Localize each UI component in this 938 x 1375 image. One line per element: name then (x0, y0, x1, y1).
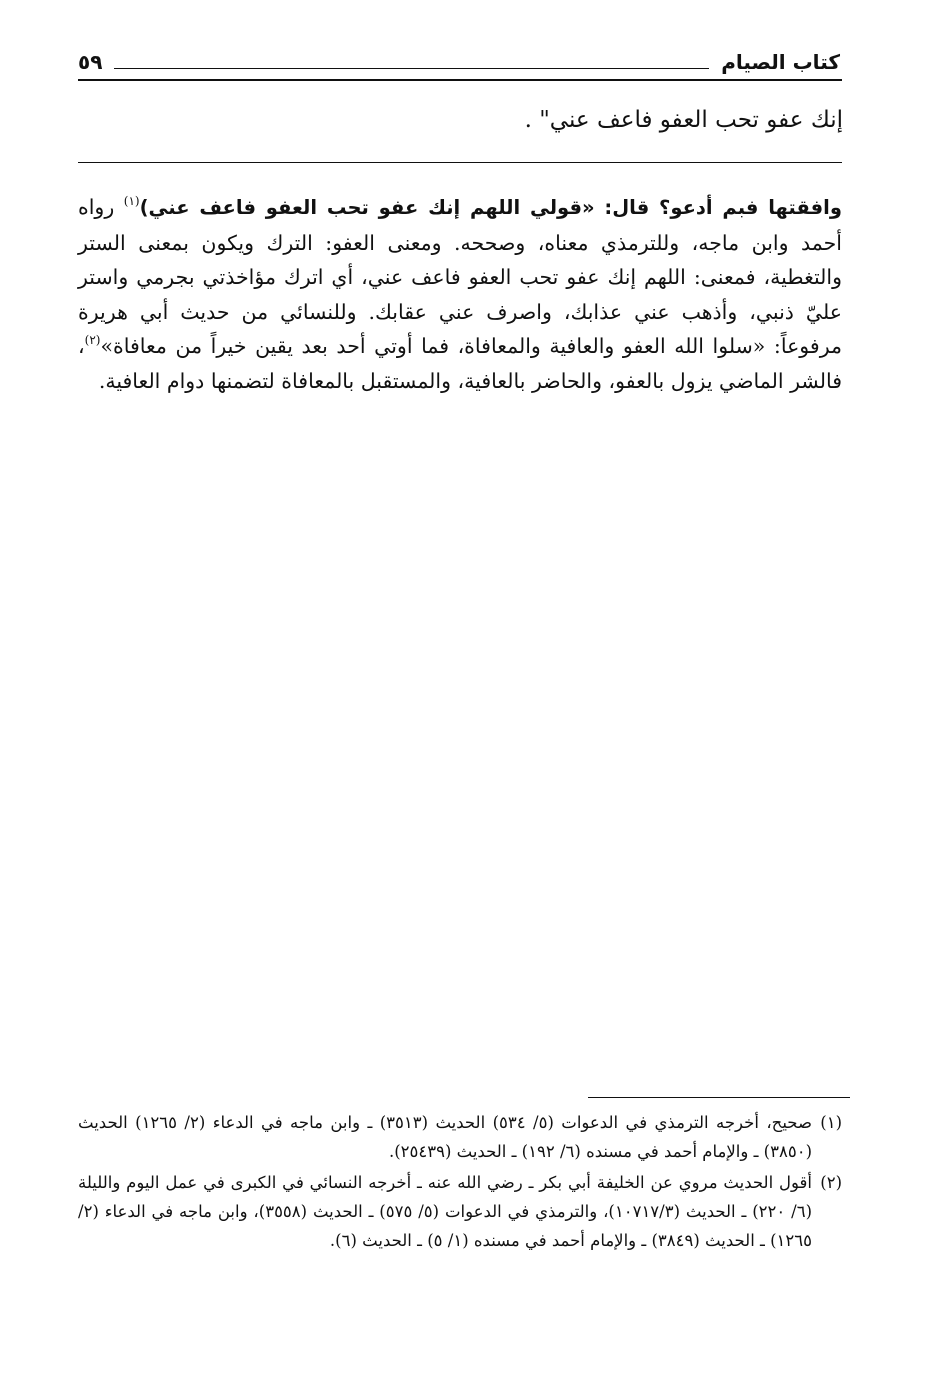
paragraph-text-b: ، فالشر الماضي يزول بالعفو، والحاضر بالعافية، والمستقبل بالمعافاة لتضمنها دوام العافية. (78, 334, 842, 393)
footnote-ref-2[interactable]: (٢) (84, 333, 101, 347)
footnote-rule (588, 1097, 850, 1098)
footnote-number: (٢) (820, 1173, 842, 1192)
footnote-text: صحيح، أخرجه الترمذي في الدعوات (٥/ ٥٣٤) الحديث (٣٥١٣) ـ وابن ماجه في الدعاء (٢/ ١٢٦٥) الحديث (٣٨٥٠) ـ والإمام أحمد في مسنده (٦/ ١٩٢) ـ الحديث (٢٥٤٣٩). (78, 1113, 812, 1161)
section-separator (78, 162, 842, 163)
continued-quote: إنك عفو تحب العفو فاعف عني" . (524, 107, 843, 133)
header-rule (78, 79, 842, 81)
footnote-text: أقول الحديث مروي عن الخليفة أبي بكر ـ رضي الله عنه ـ أخرجه النسائي في الكبرى في عمل اليوم والليلة (٦/ ٢٢٠) ـ الحديث (١٠٧١٧/٣)، والترمذي في الدعوات (٥/ ٥٧٥) ـ الحديث (٣٥٥٨)، وابن ماجه في الدعاء (٢/ ١٢٦٥) ـ الحديث (٣٨٤٩) ـ والإمام أحمد في مسنده (١/ ٥) ـ الحديث (٦). (78, 1173, 813, 1250)
footnote-2 (78, 1168, 842, 1255)
footnote-ref-1[interactable]: (١) (123, 194, 140, 208)
main-paragraph (78, 190, 842, 398)
paragraph-text-a: رواه أحمد وابن ماجه، وللترمذي معناه، وصححه. ومعنى العفو: الترك ويكون بمعنى الستر والتغطية، فمعنى: اللهم إنك عفو تحب العفو فاعف عني، أي اترك مؤاخذتي بجرمي واستر عليّ ذنبي، وأذهب عني عذابك، واصرف عني عقابك. وللنسائي من حديث أبي هريرة مرفوعاً: «سلوا الله العفو والعافية والمعافاة، فما أوتي أحد بعد يقين خيراً من معافاة» (78, 195, 842, 358)
page-number: ٥٩ (78, 50, 103, 74)
running-header (78, 44, 840, 74)
hadith-lead: وافقتها فبم أدعو؟ قال: «قولي اللهم إنك عفو تحب العفو فاعف عني) (139, 196, 842, 219)
footnote-1 (78, 1108, 842, 1166)
chapter-title: كتاب الصيام (721, 50, 840, 74)
footnotes (78, 1108, 842, 1257)
footnote-number: (١) (820, 1113, 842, 1132)
header-leader-line (114, 68, 709, 69)
